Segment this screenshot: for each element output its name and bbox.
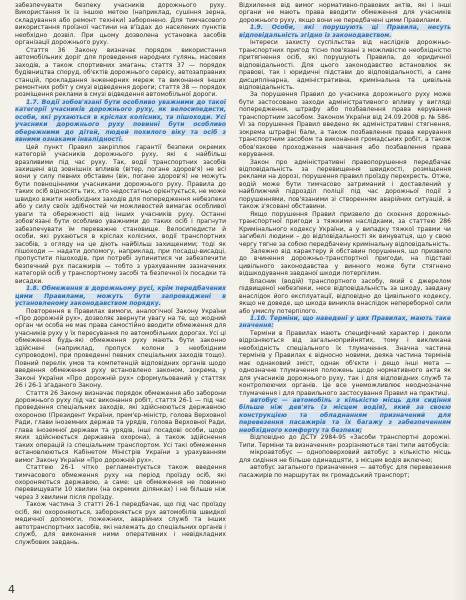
commentary-paragraph: Відповідно до ДСТУ 2984-95 «Засоби транспортні дорожні. Типи. Терміни та визначення» розрізняються такі типи автобусів: bbox=[239, 434, 451, 449]
commentary-paragraph: Якщо порушення Правил призвело до скоєння дорожньо-транспортної пригоди з тяжкими наслідками, за статтею 286 Кримінального кодексу України, а у випадку тяжкої травми чи загибелі людини – до відповідальності як винуватця, що у свою чергу тягне за собою передбачену кримінальну відповідальність. bbox=[239, 210, 451, 248]
page-edge-shadow bbox=[452, 0, 466, 600]
commentary-paragraph: Статтею 26-1 чітко регламентується також введення тимчасового обмеження руху на період проїзду осіб, які охороняються державою, а саме: ця обмеження не повинно перевищувати 10 хвилин (на окремих ділянках) і не більше ніж через 3 хвилини після проїзду. bbox=[15, 464, 226, 501]
commentary-paragraph: Власник (водій) транспортного засобу, який є джерелом підвищеної небезпеки, несе відповідальність за шкоду, завдану внаслідок його експлуатації, відповідно до Цивільного кодексу, якщо не доведе, що шкода виникла внаслідок непереборної сили або умислу потерпілого. bbox=[239, 277, 451, 315]
commentary-paragraph: За порушення Правил до учасника дорожнього руху може бути застосовано заходи адміністративного впливу у вигляді попередження, штрафу або позбавлення права керування транспортним засобом. Законом України від 24.09.2008 р. № 586-VI за порушення Правил введено як адміністративні стягнення, зокрема штрафні бали, а також позбавлення права керування транспортним засобом та виконання громадських робіт, а також обов'язкове проходження навчання або позбавлення права керування. bbox=[239, 91, 451, 159]
rule-clause-text: 1.9. Особи, які порушують ці Правила, несуть відповідальність згідно із законодавством. bbox=[239, 24, 451, 39]
commentary-paragraph: Цей пункт Правил закріплює гарантії безпеки окремих категорій учасників дорожнього руху, які є найбільш вразливими під час руху. Так, водії транспортних засобів захищені від зовнішніх впливів (вітер, погане здоров'я) не всі вони у силу певних обставин (вік, погане здоров'я) не можуть бути повноцінними учасниками дорожнього руху. Правила до таких осіб відносять тих, хто недостатньо орієнтується, не може швидко вжити необхідних заходів для попередження небезпеки або у силу своїх здібностей чи можливостей вимагає особливої уваги та обережності від інших учасників руху. Останні зобов'язані бути особливо уважними до таких осіб і прагнути забезпечувати їм переважне становище. Велосипедисти й особи, які рухаються в кріслах колісних, водії транспортних засобів, з огляду на це діють найбільш захищеними; тоді як пішоходи — надати допомогу, наприклад, при посадці-висадці, пропустити пішоходів, при потребі зупинитися чи забезпечити безпечний рух пасажирів — тобто з урахуванням зазначених категорій осіб у транспортному засобі та безпечної їх посадки та висадки. bbox=[15, 143, 226, 285]
commentary-paragraph: забезпечувати безпеку учасників дорожнього руху. Використання їх із іншою метою (наприклад, сушіння зерна, складування або ремонт техніки) заборонено. Для тимчасового використання проїзної частини на в'їздах до населених пунктів необхідно дозвіл. При цьому дозволена установка засобів організації дорожнього руху. bbox=[15, 2, 226, 47]
commentary-paragraph: Залежно від характеру й обставин порушення, що призвело до вчинення дорожньо-транспортної пригоди, на підставі цивільного законодавства у винного може бути стягнено відшкодування завданої шкоди потерпілим. bbox=[239, 247, 451, 278]
rule-clause-text: 1.7. Водії зобов'язані бути особливо уважними до такої категорії учасників дорожнього руху, як велосипедисти, особи, які рухаються в кріслах колісних, та пішоходи. Усі учасники дорожнього руху повинні бути особливо обережними до дітей, людей похилого віку та осіб з явними ознаками інвалідності. bbox=[15, 98, 226, 144]
rule-clause-highlight bbox=[239, 315, 451, 330]
rule-clause-highlight bbox=[15, 285, 226, 307]
commentary-paragraph: Інтереси захисту суспільства від наслідків дорожньо-транспортних пригод тісно пов'язані з можливістю необхідністю притягнення осіб, які порушують Правила, до юридичної відповідальності. Для цього законодавство встановлює як правові, так і юридичні підстави до відповідальності, а саме дисциплінарна, адміністративна, кримінальна та цивільна відповідальність. bbox=[239, 39, 451, 91]
page-number: 4 bbox=[8, 583, 15, 596]
commentary-paragraph: Терміни в Правилах мають специфічний характер і деколи відрізняються від загальноприйнятих, тому і викликана необхідність спеціального їх тлумачення. Значна частина термінів у Правилах є відносно новими, деяка частина термінів має однаковий зміст, однак об'єкти і дещо інші мета — однозначне тлумачення положень щодо нормативного акта як для учасників дорожнього руху, так і для відповідних служб та контролюючих органів. Це все унеможливлює неоднозначне тлумачення і для правильного застосування Правил на практиці. bbox=[239, 329, 451, 397]
commentary-paragraph: Також частина 3 статті 26-1 передбачає, що під час проїзду осіб, які охороняються, забороняється рух автомобілів швидкої медичної допомоги, пожежних, аварійних служб та інших автотранспортних засобів, які належать до спеціальних органів і служб, для виконання ними оперативних і невідкладних службових завдань. bbox=[15, 501, 226, 546]
commentary-paragraph: Стаття 26 Закону визначає порядок обмеження або заборони дорожнього руху під час виконання робіт, стаття 26-1 — під час проведення спеціальних заходів, які здійснюються державною охороною (Президент України, прем'єр-міністр, голова Верховної Ради, глави іноземних держав та урядів, голова Верховної Ради, глава іноземної держави та урядів, інші посадові особи, щодо яких здійснюється державна охорона), а також здійснення таких операцій із спеціальним транспортом. Усі такі обмеження встановлюються Кабінетом Міністрів України з урахуванням вимог Закону України «Про дорожній рух». bbox=[15, 389, 226, 464]
left-column bbox=[15, 2, 226, 546]
commentary-paragraph: Стаття 36 Закону визначає порядок використання автомобільних доріг для проведення народних гулянь, масових заходів, а також спортивних змагань; стаття 37 — порядок будівництва споруд, об'єктів дорожнього сервісу, автозаправних станцій, прокладання інженерних мереж та виконання інших ремонтних робіт у смузі відведення дороги; стаття 38 — порядок розміщення реклами в смузі відведення автомобільної дороги. bbox=[15, 46, 226, 99]
right-column bbox=[239, 2, 451, 479]
commentary-paragraph: Відхилення від вимог нормативно-правових актів, які і інші органи не мають права вводити обмеження для учасників дорожнього руху, якщо вони не передбачені цими Правилами. bbox=[239, 2, 451, 24]
commentary-paragraph: мікроавтобус — одноповерховий автобус з кількістю місць для сидіння не більше одинадцяти, з місцем водія включно; bbox=[239, 449, 451, 464]
rule-clause-highlight bbox=[15, 99, 226, 144]
commentary-paragraph: Повторення в Правилах вимоги, аналогічної Закону України «Про дорожній рух», дозволяє звернути увагу на те, що жодний орган чи особа не має права самостійно вводити обмеження для учасників руху у їх пересування по автомобільних дорогах. Усі ці обмеження будь-які обмеження руху мають бути законно здійснені (наприклад, пропуск колони з необхідним супроводом), при проведенні певних спеціальних заходів тощо). Повний перелік умов та компетенцій відповідних органів щодо введення обмеження руху встановлено законом, зокрема, у Законі України «Про дорожній рух» сформульований у статтях 26 і 26-1 згаданого Закону. bbox=[15, 307, 226, 390]
commentary-paragraph: Закон про адміністративні правопорушення передбачає відповідальність за перевищення швидкості, розміщення реклами на дорозі, порушення правил проїзду перехресть. Отже, водій може бути тимчасово затриманий і доставлений у найближчий підрозділ поліції під час дорожньої події з порушеннями, пов'язаними зі створенням аварійних ситуацій, а також з'ясовані обставини. bbox=[239, 158, 451, 211]
commentary-paragraph: автобус загального призначення — автобус для перевезення пасажирів по маршрутах як громадський транспорт; bbox=[239, 464, 451, 479]
rule-clause-text: 1.8. Обмеження в дорожньому русі, крім передбачених цими Правилами, можуть бути запроваджені в установленому законодавством порядку. bbox=[15, 285, 226, 308]
rule-clause-text: автобус — автомобіль з кількістю місць для сидіння більше ніж дев'ять (з місцем водія), який за своєю конструкцією та обладнанням призначений для перевезення пасажирів та їх багажу з забезпеченням необхідного комфорту та безпеки; bbox=[239, 397, 451, 434]
rule-clause-highlight bbox=[239, 397, 451, 434]
rule-clause-highlight bbox=[239, 24, 451, 39]
rule-clause-text: 1.10. Терміни, що наведені у цих Правилах, мають таке значення: bbox=[239, 315, 451, 330]
